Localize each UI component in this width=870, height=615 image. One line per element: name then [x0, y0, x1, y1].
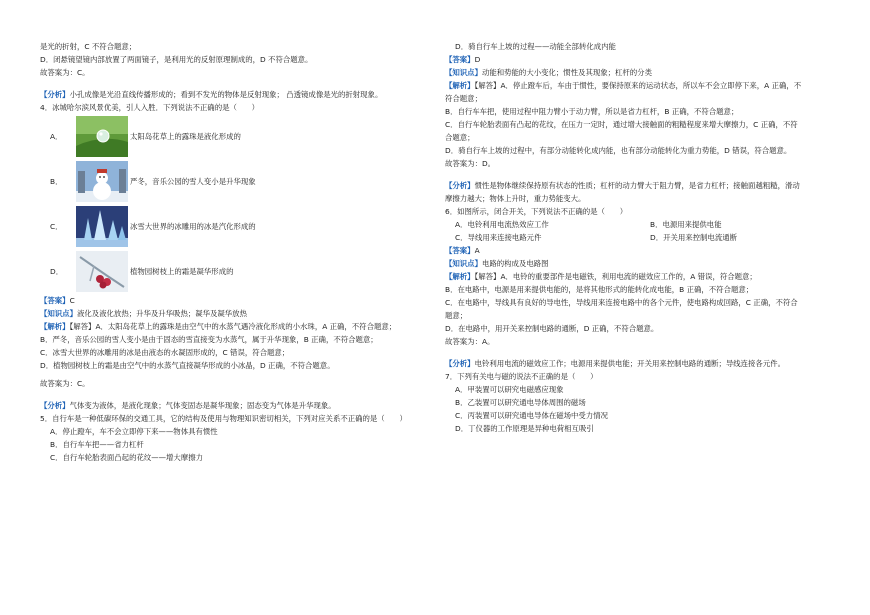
analysis-tag: 【分析】 — [445, 181, 475, 190]
option-line: D．骑自行车上坡的过程——动能全部转化成内能 — [455, 42, 616, 51]
frost-berries-image — [76, 251, 128, 292]
text-line: 符合题意； — [445, 94, 482, 103]
knowledge-tag: 【知识点】 — [445, 68, 482, 77]
question-6: 6．如图所示，闭合开关，下列说法不正确的是（ ） — [445, 207, 628, 216]
question-5: 5．自行车是一种低碳环保的交通工具，它的结构及使用与物理知识密切相关，下列对应关系不正确的是（ ） — [40, 414, 407, 423]
text-line: 故答案为：D。 — [445, 159, 496, 168]
analysis-line: 【分析】气体变为液体，是液化现象；气体变固态是凝华现象；固态变为气体是升华现象。 — [40, 401, 336, 410]
text-line: 摩擦力越大；物体上升时，重力势能变大。 — [445, 194, 586, 203]
option-line: B．自行车车把——省力杠杆 — [50, 440, 144, 449]
analysis-line: 【分析】小孔成像是光沿直线传播形成的；看到不发光的物体是反射现象； 凸透镜成像是光的折射现象。 — [40, 90, 383, 99]
knowledge-line: 【知识点】动能和势能的大小变化；惯性及其现象；杠杆的分类 — [445, 68, 652, 77]
text-line: 题意； — [445, 311, 468, 320]
option-line: A．电铃利用电流热效应工作 — [455, 220, 549, 229]
text-line: D．闭悬镜望镜内部放置了两面镜子，是利用光的反射原理制成的，D 不符合题意。 — [40, 55, 313, 64]
knowledge-line: 【知识点】液化及液化放热；升华及升华吸热；凝华及凝华放热 — [40, 309, 247, 318]
option-line: A．停止蹬车，车不会立即停下来——物体具有惯性 — [50, 427, 218, 436]
option-row — [445, 231, 840, 244]
answer-line: 【答案】D — [445, 55, 481, 64]
right-column — [445, 40, 840, 435]
option-line: D．丁仪器的工作原理是异种电荷相互吸引 — [455, 424, 594, 433]
text-line: B．在电路中，电源是用来提供电能的，是将其他形式的能转化成电能，B 正确，不符合题意； — [445, 285, 754, 294]
analysis-line: 【分析】电铃利用电流的磁效应工作；电源用来提供电能；开关用来控制电路的通断；导线连接各元件。 — [445, 359, 785, 368]
option-line: B．电源用来提供电能 — [650, 220, 722, 229]
option-row — [445, 218, 840, 231]
text-line: D．植物园树枝上的霜是由空气中的水蒸气直接凝华形成的小冰晶，D 正确，不符合题意。 — [40, 361, 335, 370]
text-line: C．在电路中，导线具有良好的导电性，导线用来连接电路中的各个元件，使电路构成回路，C 正确，不符合 — [445, 298, 798, 307]
text-line: D．在电路中，用开关来控制电路的通断，D 正确，不符合题意。 — [445, 324, 659, 333]
explanation-tag: 【解析】 — [445, 272, 475, 281]
option-line: C．丙装置可以研究通电导体在磁场中受力情况 — [455, 411, 608, 420]
explanation-tag: 【解析】 — [40, 322, 70, 331]
answer-tag: 【答案】 — [445, 55, 475, 64]
analysis-tag: 【分析】 — [40, 90, 70, 99]
question-4: 4．冰城哈尔滨风景优美，引人入胜．下列说法不正确的是（ ） — [40, 103, 260, 112]
answer-tag: 【答案】 — [40, 296, 70, 305]
option-line: D．开关用来控制电流通断 — [650, 233, 737, 242]
knowledge-line: 【知识点】电路的构成及电路图 — [445, 259, 549, 268]
snowman-image — [76, 161, 128, 202]
text-line: 故答案为：A。 — [445, 337, 495, 346]
option-c: C． 冰雪大世界的冰雕用的冰是汽化形成的 — [40, 204, 435, 249]
text-line: C．冰雪大世界的冰雕用的冰是由液态的水凝固形成的，C 错误，符合题意； — [40, 348, 290, 357]
option-line: A．甲装置可以研究电磁感应现象 — [455, 385, 564, 394]
text-line: B．严冬，音乐公园的雪人变小是由于固态的雪直接变为水蒸气，属于升华现象，B 正确，不符合题意； — [40, 335, 378, 344]
ice-sculpture-image — [76, 206, 128, 247]
analysis-line: 【分析】惯性是物体继续保持原有状态的性质；杠杆的动力臂大于阻力臂，是省力杠杆；接触面越粗糙，滑动 — [445, 181, 800, 190]
knowledge-tag: 【知识点】 — [445, 259, 482, 268]
left-column — [40, 40, 435, 464]
text-line: 故答案为：C。 — [40, 68, 90, 77]
text-line: 故答案为：C。 — [40, 379, 90, 388]
text-line: C．自行车轮胎表面有凸起的花纹，在压力一定时，通过增大接触面的粗糙程度来增大摩擦力，C 正确，不符 — [445, 120, 798, 129]
dewdrop-image — [76, 116, 128, 157]
explanation-line: 【解析】【解答】A．太阳岛花草上的露珠是由空气中的水蒸气遇冷液化形成的小水珠，A 正确，不符合题意； — [40, 322, 397, 331]
analysis-tag: 【分析】 — [445, 359, 475, 368]
text-line: 是光的折射，C 不符合题意； — [40, 42, 137, 51]
text-line: 合题意； — [445, 133, 475, 142]
text-line: D．骑自行车上坡的过程中，有部分动能转化成内能，也有部分动能转化为重力势能，D 错误，符合题意。 — [445, 146, 792, 155]
answer-line: 【答案】C — [40, 296, 75, 305]
option-d: D． 植物园树枝上的霜是凝华形成的 — [40, 249, 435, 294]
answer-line: 【答案】A — [445, 246, 480, 255]
explanation-tag: 【解析】 — [445, 81, 475, 90]
option-line: C．导线用来连接电路元件 — [455, 233, 542, 242]
question-7: 7．下列有关电与磁的说法不正确的是（ ） — [445, 372, 598, 381]
option-a: A． 太阳岛花草上的露珠是液化形成的 — [40, 114, 435, 159]
option-line: C．自行车轮胎表面凸起的花纹——增大摩擦力 — [50, 453, 203, 462]
knowledge-tag: 【知识点】 — [40, 309, 77, 318]
option-line: B．乙装置可以研究通电导体周围的磁场 — [455, 398, 586, 407]
text-line: B．自行车车把，使用过程中阻力臂小于动力臂，所以是省力杠杆，B 正确，不符合题意； — [445, 107, 739, 116]
explanation-line: 【解析】【解答】A．停止蹬车后，车由于惯性，要保持原来的运动状态，所以车不会立即停下来，A 正确，不 — [445, 81, 802, 90]
explanation-line: 【解析】【解答】A．电铃的重要部件是电磁铁，利用电流的磁效应工作的，A 错误，符合题意； — [445, 272, 757, 281]
answer-tag: 【答案】 — [445, 246, 475, 255]
analysis-tag: 【分析】 — [40, 401, 70, 410]
option-b: B． 严冬，音乐公园的雪人变小是升华现象 — [40, 159, 435, 204]
